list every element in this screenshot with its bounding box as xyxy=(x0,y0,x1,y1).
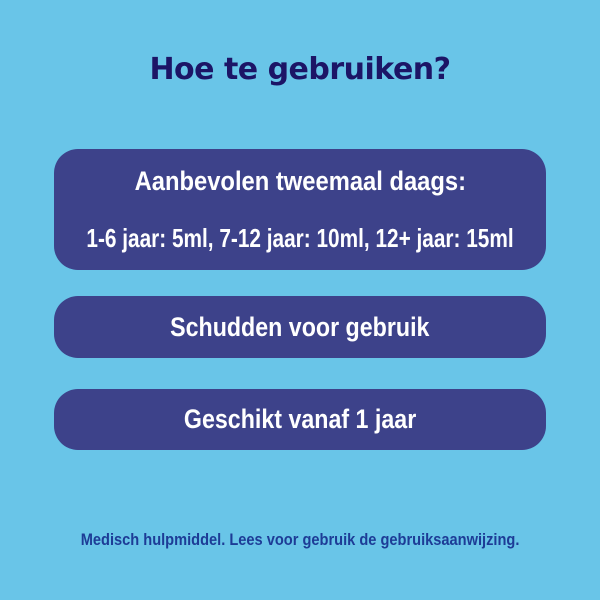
regulatory-disclaimer-text: Medisch hulpmiddel. Lees voor gebruik de gebruiksaanwijzing. xyxy=(80,530,520,549)
dosage-card xyxy=(54,149,546,270)
regulatory-disclaimer xyxy=(0,531,600,550)
page-title: Hoe te gebruiken? xyxy=(149,52,451,87)
age-card xyxy=(54,389,546,450)
dosage-heading: Aanbevolen tweemaal daags: xyxy=(134,166,466,196)
shake-instruction-label: Schudden voor gebruik xyxy=(170,311,430,342)
dosage-values: 1-6 jaar: 5ml, 7-12 jaar: 10ml, 12+ jaar: 15ml xyxy=(86,223,514,253)
shake-card xyxy=(54,296,546,358)
age-suitability-label: Geschikt vanaf 1 jaar xyxy=(183,404,417,434)
